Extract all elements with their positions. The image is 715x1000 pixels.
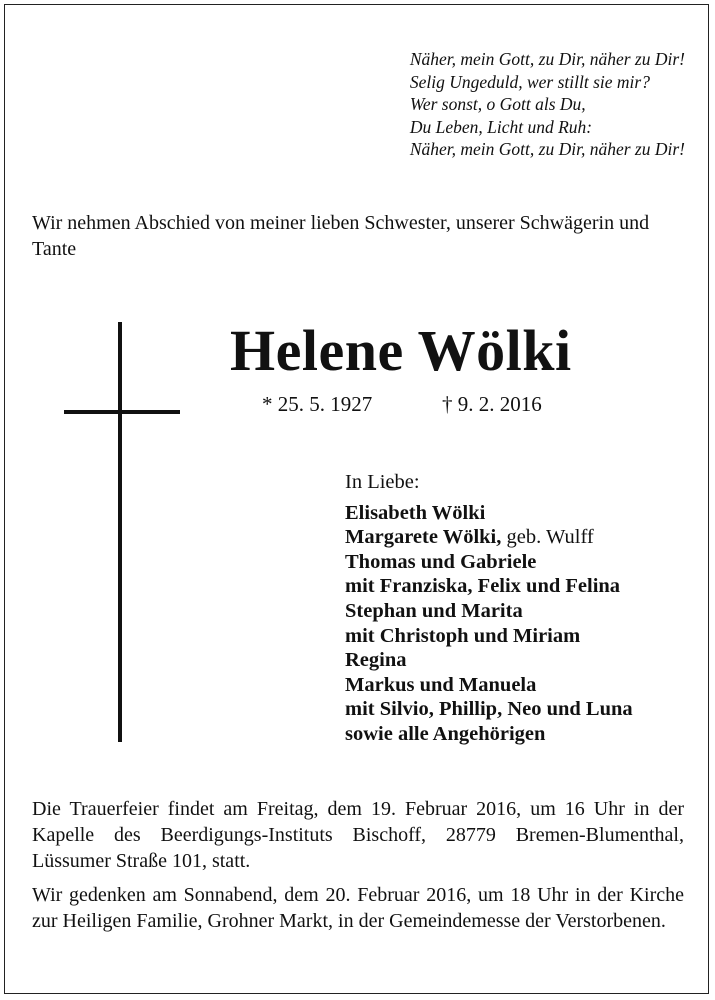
mourner-line bbox=[345, 550, 633, 575]
poem-line: Wer sonst, o Gott als Du, bbox=[409, 94, 586, 114]
birth-date: * 25. 5. 1927 bbox=[262, 392, 373, 416]
mourner-name: mit Christoph und Miriam bbox=[345, 624, 581, 647]
poem-line: Näher, mein Gott, zu Dir, näher zu Dir! bbox=[409, 49, 685, 69]
deceased-name: Helene Wölki bbox=[230, 318, 572, 383]
mourner-name: Markus und Manuela bbox=[345, 673, 537, 696]
mourner-line bbox=[345, 525, 633, 550]
cross-icon-vertical bbox=[118, 322, 122, 742]
mourner-line bbox=[345, 574, 633, 599]
mourner-name: Elisabeth Wölki bbox=[345, 501, 486, 524]
mourner-line bbox=[345, 697, 633, 722]
poem bbox=[410, 48, 685, 161]
cross-icon-horizontal bbox=[64, 410, 180, 414]
poem-line: Du Leben, Licht und Ruh: bbox=[409, 116, 593, 137]
poem-line: Selig Ungeduld, wer stillt sie mir? bbox=[409, 71, 650, 92]
mourner-line bbox=[345, 501, 633, 526]
mourner-name: Thomas und Gabriele bbox=[345, 550, 537, 573]
intro-text: Wir nehmen Abschied von meiner lieben Schwester, unserer Schwägerin und Tante bbox=[32, 212, 650, 260]
mourner-line bbox=[345, 599, 633, 624]
mourner-name: Regina bbox=[345, 649, 407, 672]
mourner-line bbox=[345, 648, 633, 673]
mourner-line bbox=[345, 624, 633, 649]
death-date: † 9. 2. 2016 bbox=[442, 392, 542, 416]
mourner-name: sowie alle Angehörigen bbox=[345, 722, 546, 745]
memorial-mass-text: Wir gedenken am Sonnabend, dem 20. Februar 2016, um 18 Uhr in der Kirche zur Heiligen Familie, Grohner Markt, in der Gemeindemesse der Verstorbenen. bbox=[32, 884, 684, 932]
mourner-name: mit Franziska, Felix und Felina bbox=[345, 575, 621, 598]
mourner-line bbox=[345, 673, 633, 698]
mourner-name: mit Silvio, Phillip, Neo und Luna bbox=[345, 698, 633, 721]
mourner-suffix: geb. Wulff bbox=[501, 526, 594, 549]
funeral-service-text: Die Trauerfeier findet am Freitag, dem 19. Februar 2016, um 16 Uhr in der Kapelle des Beerdigungs-Instituts Bischoff, 28779 Bremen-Blumenthal, Lüssumer Straße 101, statt. bbox=[32, 798, 684, 872]
poem-line: Näher, mein Gott, zu Dir, näher zu Dir! bbox=[409, 139, 685, 159]
mourners-block bbox=[345, 470, 633, 747]
mourner-line bbox=[345, 722, 633, 747]
mourner-name: Margarete Wölki, bbox=[345, 526, 502, 549]
mourners-heading: In Liebe: bbox=[345, 471, 420, 493]
mourner-name: Stephan und Marita bbox=[345, 599, 523, 622]
